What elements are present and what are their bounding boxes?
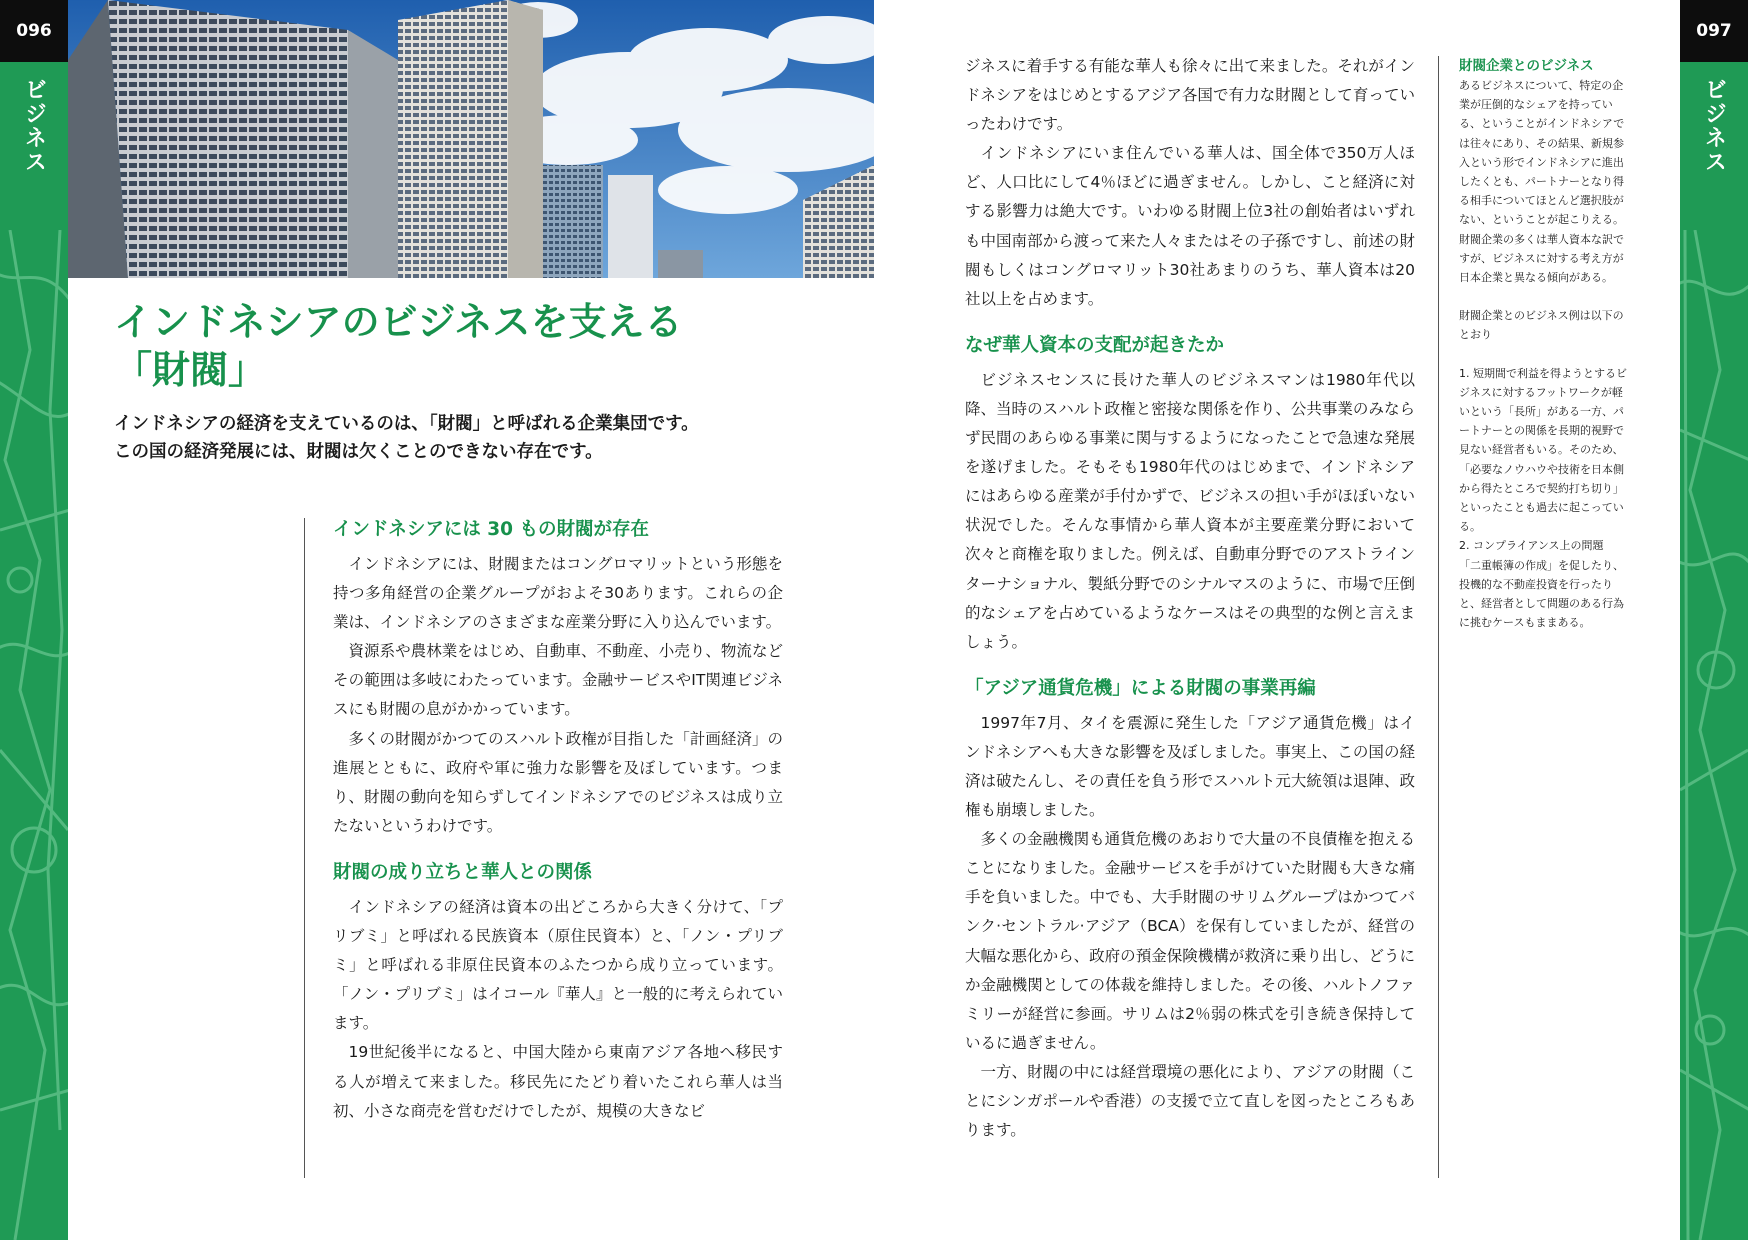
section-label-right: ビジネス <box>1701 78 1727 174</box>
section-heading: インドネシアには 30 もの財閥が存在 <box>333 519 649 540</box>
paragraph: 多くの財閥がかつてのスハルト政権が目指した「計画経済」の進展とともに、政府や軍に強力な影響を及ぼしています。つまり、財閥の動向を知らずしてインドネシアでのビジネスは成り立たないというわけです。 <box>333 729 783 835</box>
left-side-strip <box>0 0 68 1240</box>
section-label-left: ビジネス <box>21 78 47 174</box>
paragraph: インドネシアには、財閥またはコングロマリットという形態を持つ多角経営の企業グループがおよそ30あります。これらの企業は、インドネシアのさまざまな産業分野に入り込んでいます。 <box>333 555 783 632</box>
sidebar-paragraph: 財閥企業の多くは華人資本な訳ですが、ビジネスに対する考え方が日本企業と異なる傾向がある。 <box>1459 232 1624 285</box>
paragraph: 多くの金融機関も通貨危機のあおりで大量の不良債権を抱えることになりました。金融サービスを手がけていた財閥も大きな痛手を負いました。中でも、大手財閥のサリムグループはかつてバンク·セントラル·アジア（BCA）を保有していましたが、経営の大幅な悪化から、政府の預金保険機構が救済に乗り出し、どうにか金融機関としての体裁を維持しました。その後、ハルトノファミリーが経営に参画。サリムは2％弱の株式を引き続き保持しているに過ぎません。 <box>965 830 1415 1052</box>
map-pattern-graphic <box>1680 230 1748 1240</box>
left-body-column <box>333 516 783 1144</box>
column-rule-right <box>1438 56 1439 1178</box>
section-heading: なぜ華人資本の支配が起きたか <box>965 334 1225 356</box>
sidebar-paragraph: 「二重帳簿の作成」を促したり、投機的な不動産投資を行ったりと、経営者として問題のある行為に挑むケースもままある。 <box>1459 558 1624 630</box>
sidebar-heading: 財閥企業とのビジネス <box>1459 58 1594 74</box>
paragraph: 1997年7月、タイを震源に発生した「アジア通貨危機」はインドネシアへも大きな影響を及ぼしました。事実上、この国の経済は破たんし、その責任を負う形でスハルト元大統領は退陣、政権も崩壊しました。 <box>965 713 1415 820</box>
sidebar-paragraph: 1. 短期間で利益を得ようとするビジネスに対するフットワークが軽いという「長所」がある一方、パートナーとの関係を長期的視野で見ない経営者もいる。そのため、「必要なノウハウや技術を日本側から得たところで契約打ち切り」といったことも過去に起こっている。 <box>1459 366 1627 534</box>
column-rule-left <box>304 518 305 1178</box>
paragraph: 一方、財閥の中には経営環境の悪化により、アジアの財閥（ことにシンガポールや香港）の支援で立て直しを図ったところもあります。 <box>965 1062 1415 1140</box>
sidebar-paragraph: 2. コンプライアンス上の問題 <box>1459 539 1604 553</box>
lead-line-1: インドネシアの経済を支えているのは、「財閥」と呼ばれる企業集団です。 <box>114 414 699 434</box>
section-heading: 財閥の成り立ちと華人との関係 <box>333 861 593 883</box>
map-pattern-graphic <box>0 230 68 1240</box>
skyscraper-photo <box>68 0 874 278</box>
paragraph: ビジネスセンスに長けた華人のビジネスマンは1980年代以降、当時のスハルト政権と密接な関係を作り、公共事業のみならず民間のあらゆる事業に関与するようになったことで急速な発展を遂げました。そもそも1980年代のはじめまで、インドネシアにはあらゆる産業が手付かずで、ビジネスの担い手がほぼいない状況でした。そんな事情から華人資本が主要産業分野において次々と商権を取りました。例えば、自動車分野でのアストラインターナショナル、製紙分野でのシナルマスのように、市場で圧倒的なシェアを占めているようなケースはその典型的な例と言えましょう。 <box>965 370 1415 651</box>
article-title <box>114 298 774 394</box>
paragraph: 資源系や農林業をはじめ、自動車、不動産、小売り、物流などその範囲は多岐にわたっています。金融サービスやIT関連ビジネスにも財閥の息がかかっています。 <box>333 642 783 719</box>
page-number-left: 096 <box>0 0 68 62</box>
title-line-2: 「財閥」 <box>114 348 267 392</box>
page-number-right: 097 <box>1680 0 1748 62</box>
right-body-column <box>965 52 1415 1163</box>
paragraph: インドネシアの経済は資本の出どころから大きく分けて、「プリブミ」と呼ばれる民族資本（原住民資本）と、「ノン・プリブミ」と呼ばれる非原住民資本のふたつから成り立っています。「ノン・プリブミ」はイコール『華人』と一般的に考えられています。 <box>333 897 783 1033</box>
sidebar-paragraph: 財閥企業とのビジネス例は以下のとおり <box>1459 309 1624 342</box>
paragraph-continued: ジネスに着手する有能な華人も徐々に出て来ました。それがインドネシアをはじめとするアジア各国で有力な財閥として育っていったわけです。 <box>965 57 1415 134</box>
lead-line-2: この国の経済発展には、財閥は欠くことのできない存在です。 <box>114 442 603 462</box>
paragraph: 19世紀後半になると、中国大陸から東南アジア各地へ移民する人が増えて来ました。移民先にたどり着いたこれら華人は当初、小さな商売を営むだけでしたが、規模の大きなビ <box>333 1043 783 1120</box>
right-side-strip <box>1680 0 1748 1240</box>
article-lead <box>114 410 774 466</box>
sidebar-paragraph: あるビジネスについて、特定の企業が圧倒的なシェアを持っている、ということがインドネシアでは往々にあり、その結果、新規参入という形でインドネシアに進出したくとも、パートナーとなり得る相手についてほとんど選択肢がない、ということが起こりえる。 <box>1459 79 1625 227</box>
sidebar-note <box>1459 56 1629 632</box>
paragraph: インドネシアにいま住んでいる華人は、国全体で350万人ほど、人口比にして4％ほどに過ぎません。しかし、こと経済に対する影響力は絶大です。いわゆる財閥上位3社の創始者はいずれも中国南部から渡って来た人々またはその子孫ですし、前述の財閥もしくはコングロマリット30社あまりのうち、華人資本は20社以上を占めます。 <box>965 144 1415 308</box>
section-heading: 「アジア通貨危機」による財閥の事業再編 <box>965 677 1316 699</box>
title-line-1: インドネシアのビジネスを支える <box>114 300 683 344</box>
